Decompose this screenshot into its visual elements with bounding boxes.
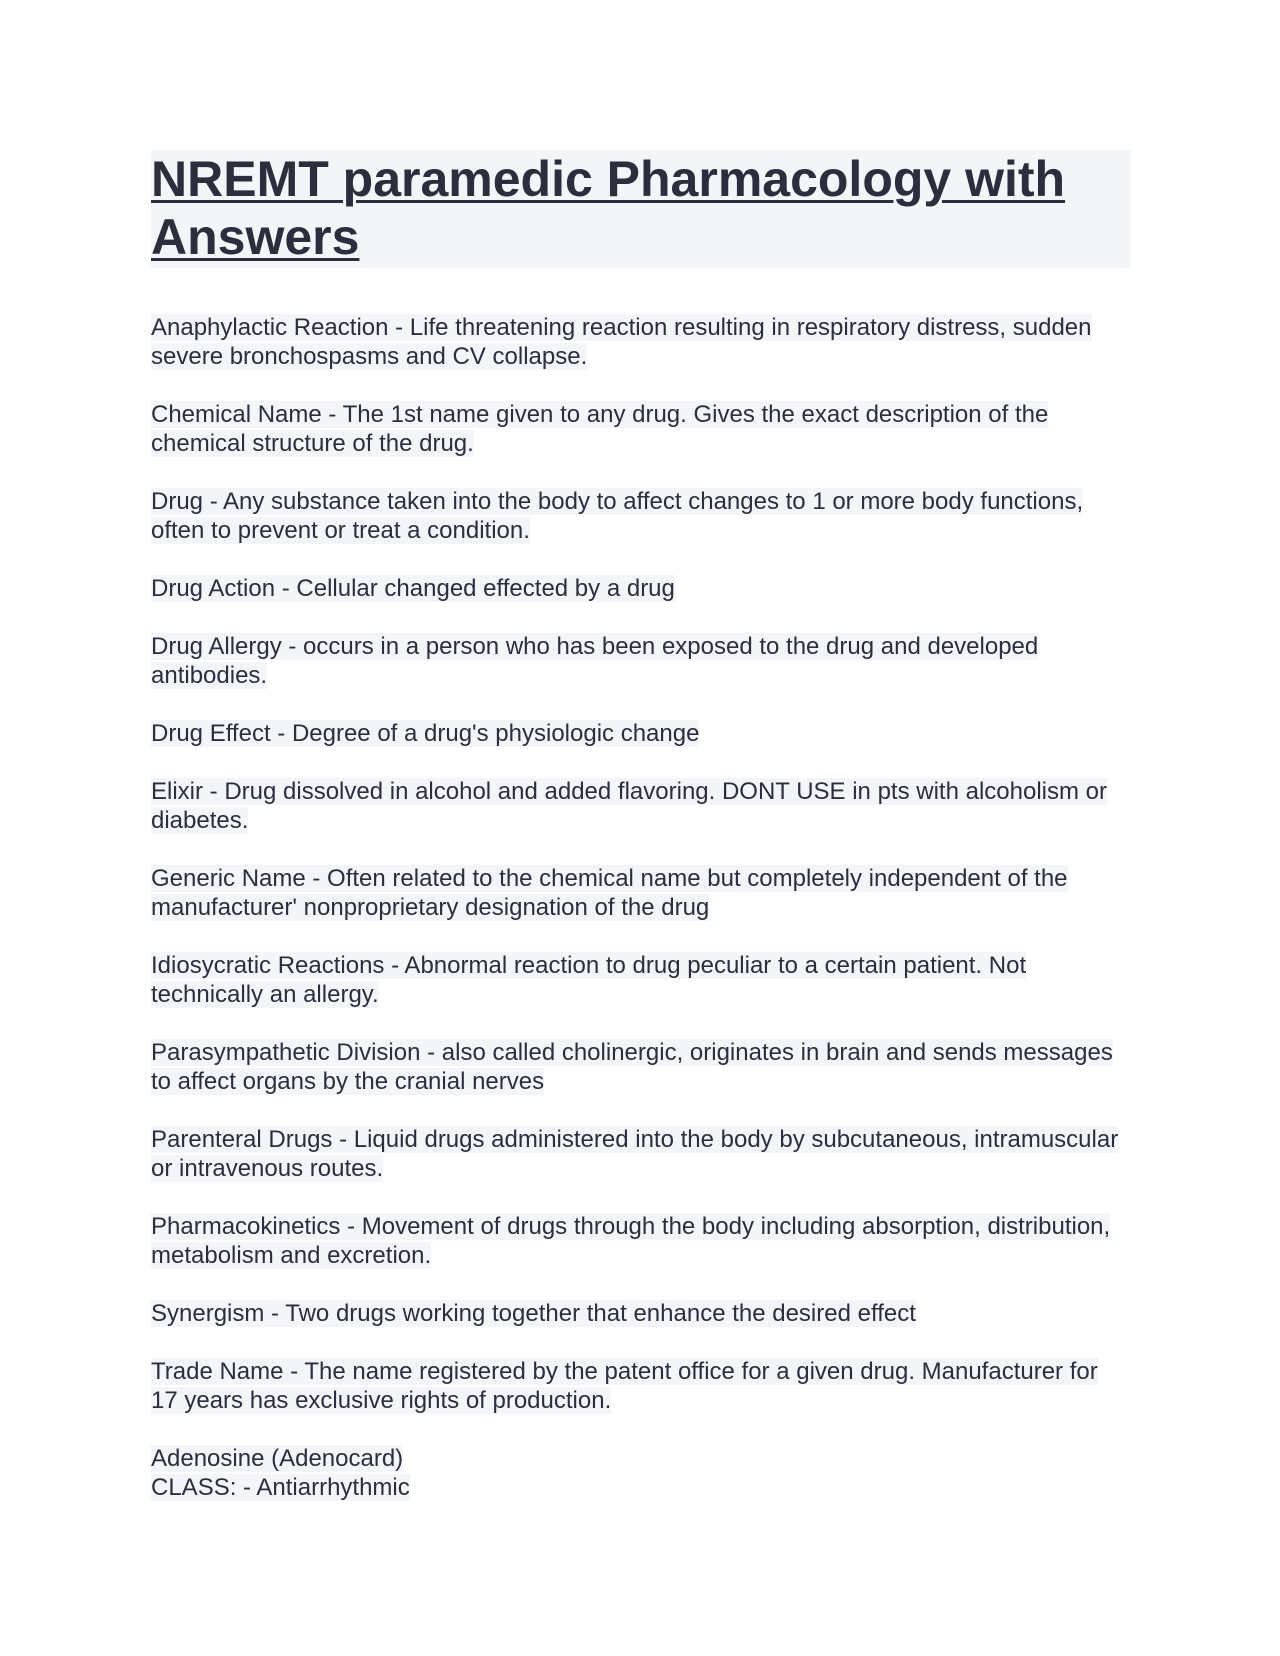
entry-text: Drug - Any substance taken into the body to affect changes to 1 or more body functions, often to prevent or treat a condition.	[151, 488, 1084, 544]
entry-text: Parasympathetic Division - also called cholinergic, originates in brain and sends messages to affect organs by the cranial nerves	[151, 1039, 1113, 1095]
entry-chemical-name	[151, 400, 1131, 458]
entry-text: Elixir - Drug dissolved in alcohol and added flavoring. DONT USE in pts with alcoholism or diabetes.	[151, 778, 1107, 834]
entry-adenosine	[151, 1444, 1131, 1502]
entry-drug	[151, 487, 1131, 545]
entry-idiosycratic-reactions	[151, 951, 1131, 1009]
entry-text: Generic Name - Often related to the chemical name but completely independent of the manufacturer' nonproprietary designation of the drug	[151, 865, 1068, 921]
entry-generic-name	[151, 864, 1131, 922]
entry-drug-action	[151, 574, 1131, 603]
entry-text: Synergism - Two drugs working together that enhance the desired effect	[151, 1300, 916, 1327]
document-page	[151, 150, 1131, 1531]
title-block	[151, 150, 1131, 268]
entry-elixir	[151, 777, 1131, 835]
entry-pharmacokinetics	[151, 1212, 1131, 1270]
entry-drug-effect	[151, 719, 1131, 748]
entry-drug-allergy	[151, 632, 1131, 690]
entry-parasympathetic-division	[151, 1038, 1131, 1096]
entry-text: Trade Name - The name registered by the patent office for a given drug. Manufacturer for 17 years has exclusive rights of production.	[151, 1358, 1098, 1414]
entry-synergism	[151, 1299, 1131, 1328]
entry-trade-name	[151, 1357, 1131, 1415]
entry-text: Drug Effect - Degree of a drug's physiologic change	[151, 720, 700, 747]
entry-text: Anaphylactic Reaction - Life threatening reaction resulting in respiratory distress, sudden severe bronchospasms and CV collapse.	[151, 314, 1092, 370]
entry-text: Parenteral Drugs - Liquid drugs administered into the body by subcutaneous, intramuscular or intravenous routes.	[151, 1126, 1119, 1182]
entry-text: Chemical Name - The 1st name given to any drug. Gives the exact description of the chemical structure of the drug.	[151, 401, 1049, 457]
entry-text: Drug Action - Cellular changed effected by a drug	[151, 575, 675, 602]
entry-line	[151, 1444, 1131, 1473]
document-title: NREMT paramedic Pharmacology with Answers	[151, 151, 1066, 265]
entry-parenteral-drugs	[151, 1125, 1131, 1183]
drug-name: Adenosine (Adenocard)	[151, 1445, 404, 1472]
entry-text: Idiosycratic Reactions - Abnormal reaction to drug peculiar to a certain patient. Not technically an allergy.	[151, 952, 1027, 1008]
entry-text: Drug Allergy - occurs in a person who has been exposed to the drug and developed antibodies.	[151, 633, 1039, 689]
drug-class: CLASS: - Antiarrhythmic	[151, 1474, 410, 1501]
entry-anaphylactic-reaction	[151, 313, 1131, 371]
entry-text: Pharmacokinetics - Movement of drugs through the body including absorption, distribution, metabolism and excretion.	[151, 1213, 1111, 1269]
entry-line	[151, 1473, 1131, 1502]
